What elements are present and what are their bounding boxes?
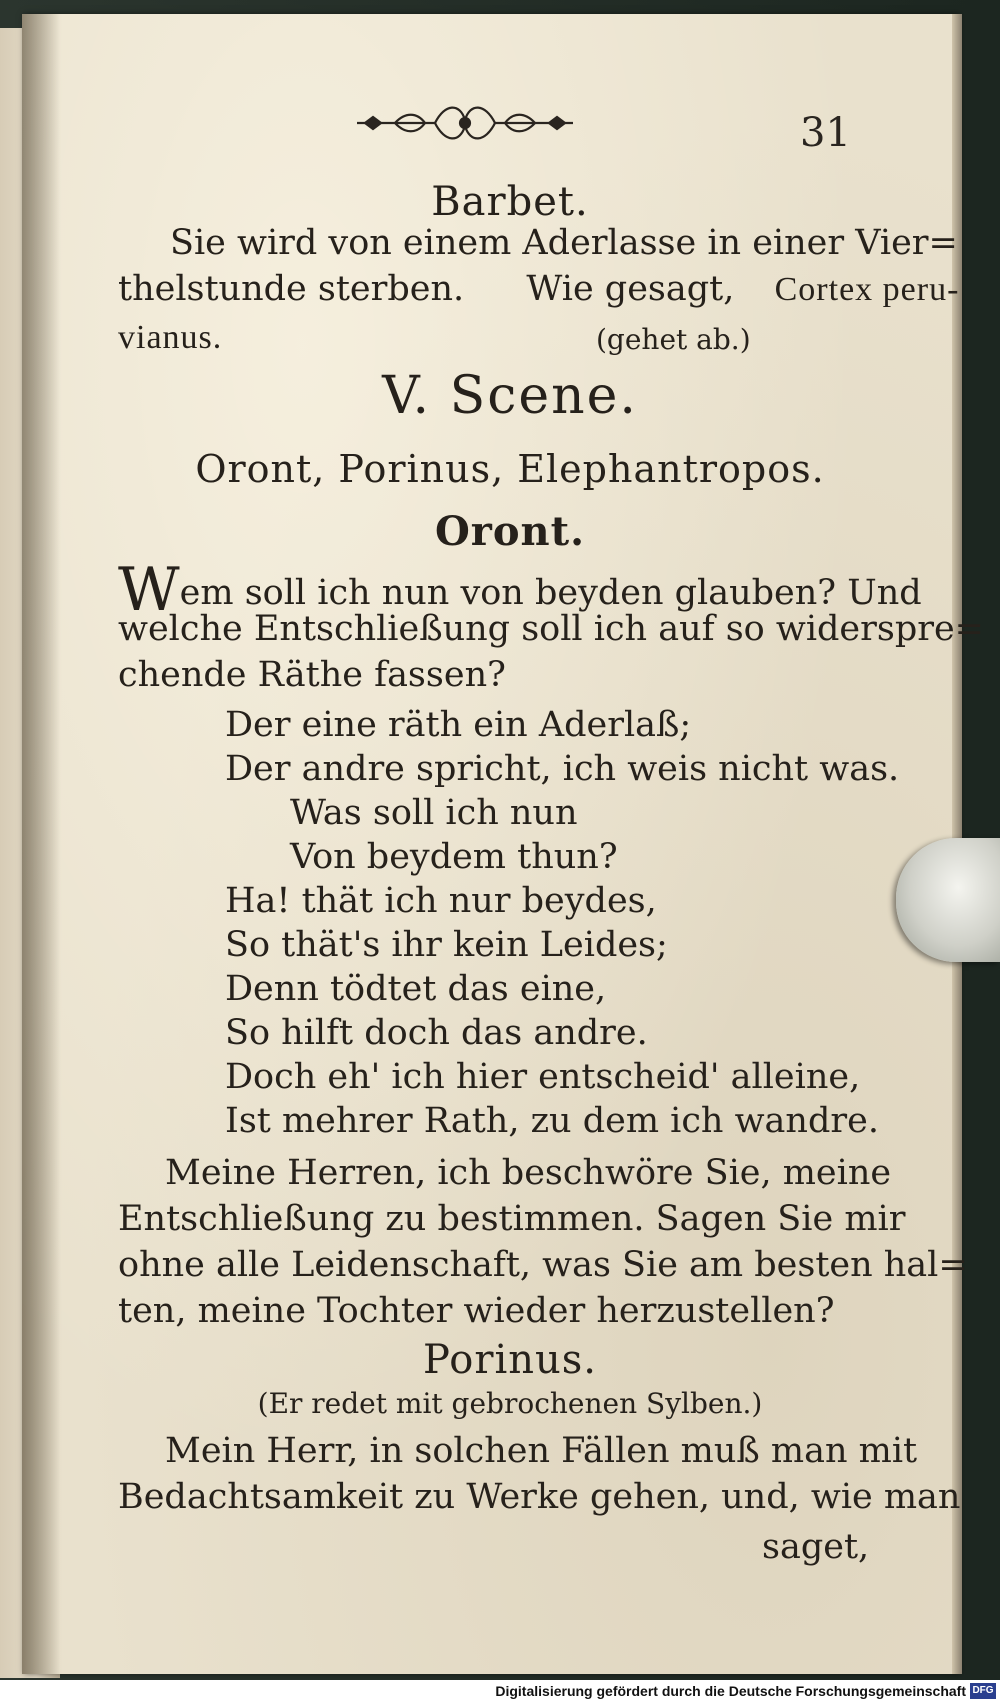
text-line [118,269,960,309]
speaker-porinus: Porinus. [422,1337,598,1383]
digitization-credit: Digitalisierung gefördert durch die Deutsche Forschungsgemeinschaft [495,1683,966,1699]
stage-direction: (Er redet mit gebrochenen Sylben.) [257,1387,763,1420]
text-segment: Wie gesagt, [526,269,735,309]
latin-text: Cortex peru- [774,271,960,308]
page-gutter [22,14,60,1674]
text-line: Bedachtsamkeit zu Werke gehen, und, wie man [118,1477,961,1517]
printer-ornament-icon [355,98,575,148]
scene-title: V. Scene. [382,366,638,426]
drop-capital: W [118,555,180,625]
catchword: saget, [762,1527,870,1567]
verse-line: So hilft doch das andre. [225,1013,648,1053]
text-line: ohne alle Leidenschaft, was Sie am besten hal= [118,1245,968,1285]
text-line [118,320,838,355]
stage-direction: (gehet ab.) [596,323,751,356]
page-number: 31 [800,110,851,156]
text-line: ten, meine Tochter wieder herzustellen? [118,1291,835,1331]
page-clip [896,838,1000,962]
text-line: Meine Herren, ich beschwöre Sie, meine [165,1153,892,1193]
latin-text: vianus. [118,319,223,356]
dfg-logo: DFG [970,1683,996,1699]
text-line: chende Räthe fassen? [118,655,506,695]
speaker-oront: Oront. [434,508,586,555]
verse-line: Ha! thät ich nur beydes, [225,881,657,921]
character-list: Oront, Porinus, Elephantropos. [195,447,825,491]
verse-line: Ist mehrer Rath, zu dem ich wandre. [225,1101,879,1141]
verse-line: Der andre spricht, ich weis nicht was. [225,749,900,789]
verse-line: Doch eh' ich hier entscheid' alleine, [225,1057,861,1097]
speaker-barbet: Barbet. [431,179,589,225]
text-segment: thelstunde sterben. [118,269,465,309]
text-line: Sie wird von einem Aderlasse in einer Vier= [170,223,958,263]
verse-line: Was soll ich nun [290,793,578,833]
text-line: welche Entschließung soll ich auf so widerspre= [118,609,984,649]
text-line: Mein Herr, in solchen Fällen muß man mit [165,1431,918,1471]
footer-bar [0,1680,1000,1702]
verse-line: Der eine räth ein Aderlaß; [225,705,692,745]
text-line: Entschließung zu bestimmen. Sagen Sie mir [118,1199,906,1239]
text-segment: em soll ich nun von beyden glauben? Und [179,573,922,613]
verse-line: So thät's ihr kein Leides; [225,925,668,965]
verse-line: Von beydem thun? [290,837,618,877]
verse-line: Denn tödtet das eine, [225,969,607,1009]
